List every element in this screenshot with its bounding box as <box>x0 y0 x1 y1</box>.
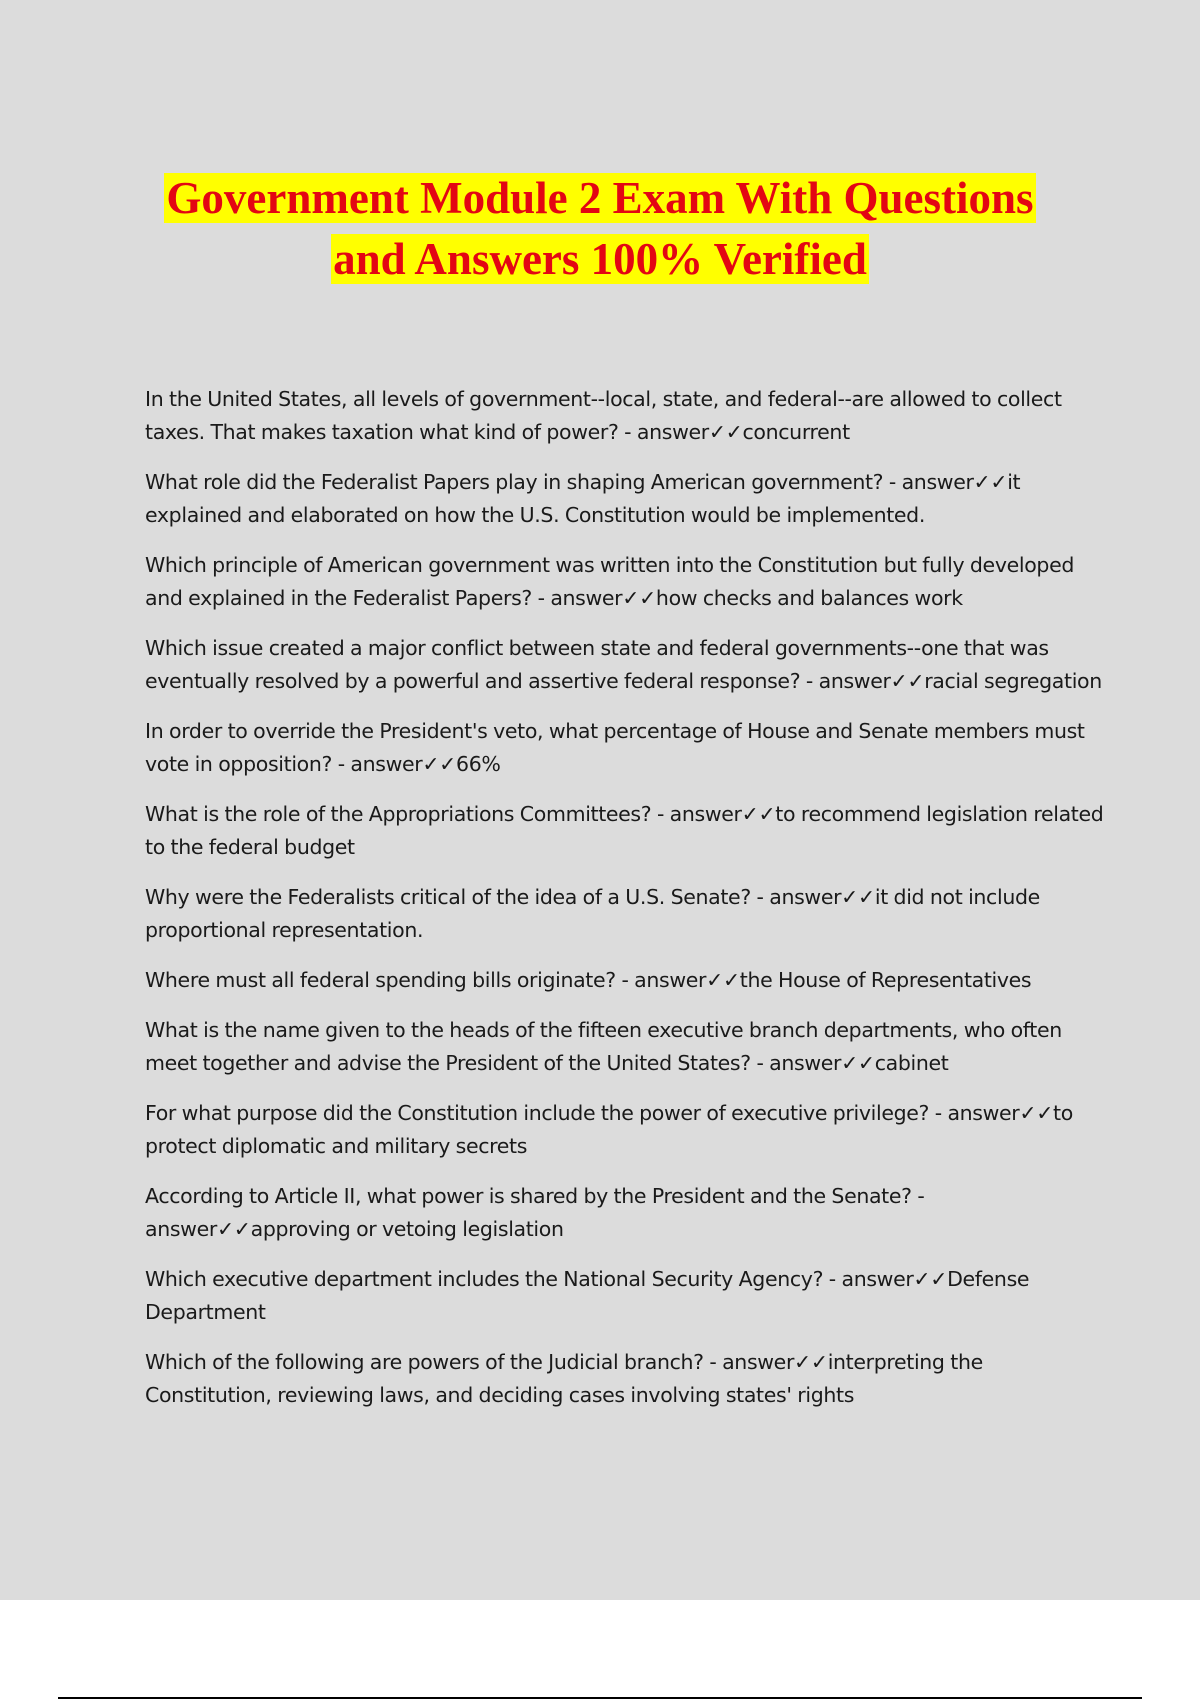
qa-item <box>145 964 1105 997</box>
answer-marker: - answer✓✓ <box>750 885 875 909</box>
answer-text: Defense Department <box>145 1267 1030 1324</box>
answer-text: how checks and balances work <box>655 586 963 610</box>
qa-item <box>145 715 1105 781</box>
qa-item <box>145 1097 1105 1163</box>
question-text: What is the name given to the heads of the fifteen executive branch departments, who often meet together and advise the President of the United States? <box>145 1018 1062 1075</box>
answer-text: concurrent <box>742 420 850 444</box>
question-text: Which of the following are powers of the Judicial branch? <box>145 1350 704 1374</box>
question-text: In the United States, all levels of government--local, state, and federal--are allowed to collect taxes. That makes taxation what kind of power? <box>145 387 1062 444</box>
qa-item <box>145 383 1105 449</box>
answer-marker: - answer✓✓ <box>800 669 925 693</box>
answer-marker: - answer✓✓ <box>618 420 743 444</box>
qa-item <box>145 1014 1105 1080</box>
title-line-1: Government Module 2 Exam With Questions <box>166 173 1034 223</box>
question-text: What role did the Federalist Papers play in shaping American government? <box>145 470 884 494</box>
qa-item <box>145 1180 1105 1246</box>
answer-text: to recommend legislation related to the federal budget <box>145 802 1104 859</box>
question-text: For what purpose did the Constitution include the power of executive privilege? <box>145 1101 930 1125</box>
answer-marker: - answer✓✓ <box>145 1184 925 1241</box>
qa-item <box>145 1346 1105 1412</box>
answer-text: it explained and elaborated on how the U.S. Constitution would be implemented. <box>145 470 1021 527</box>
qa-item <box>145 466 1105 532</box>
footer-divider <box>58 1697 1142 1699</box>
answer-marker: - answer✓✓ <box>531 586 656 610</box>
answer-marker: - answer✓✓ <box>615 968 740 992</box>
question-text: Which issue created a major conflict between state and federal governments--one that was eventually resolved by a powerful and assertive federal response? <box>145 636 1049 693</box>
question-text: What is the role of the Appropriations Committees? <box>145 802 652 826</box>
question-text: According to Article II, what power is shared by the President and the Senate? <box>145 1184 912 1208</box>
question-text: Which principle of American government was written into the Constitution but fully developed and explained in the Federalist Papers? <box>145 553 1074 610</box>
qa-item <box>145 798 1105 864</box>
question-answer-list <box>145 383 1105 1429</box>
title-line-2: and Answers 100% Verified <box>333 234 867 284</box>
answer-text: 66% <box>456 752 501 776</box>
qa-item <box>145 1263 1105 1329</box>
answer-text: the House of Representatives <box>739 968 1032 992</box>
answer-text: cabinet <box>874 1051 949 1075</box>
question-text: Which executive department includes the National Security Agency? <box>145 1267 824 1291</box>
answer-marker: - answer✓✓ <box>651 802 776 826</box>
qa-item <box>145 632 1105 698</box>
qa-item <box>145 881 1105 947</box>
question-text: In order to override the President's veto, what percentage of House and Senate members must vote in opposition? <box>145 719 1085 776</box>
qa-item <box>145 549 1105 615</box>
answer-marker: - answer✓✓ <box>929 1101 1054 1125</box>
question-text: Where must all federal spending bills originate? <box>145 968 616 992</box>
question-text: Why were the Federalists critical of the idea of a U.S. Senate? <box>145 885 751 909</box>
answer-text: approving or vetoing legislation <box>250 1217 564 1241</box>
answer-text: interpreting the Constitution, reviewing laws, and deciding cases involving states' rights <box>145 1350 983 1407</box>
answer-text: to protect diplomatic and military secrets <box>145 1101 1073 1158</box>
answer-marker: - answer✓✓ <box>750 1051 875 1075</box>
answer-text: racial segregation <box>924 669 1102 693</box>
document-title <box>100 168 1100 290</box>
answer-marker: - answer✓✓ <box>823 1267 948 1291</box>
answer-marker: - answer✓✓ <box>703 1350 828 1374</box>
answer-text: it did not include proportional representation. <box>145 885 1040 942</box>
answer-marker: - answer✓✓ <box>332 752 457 776</box>
answer-marker: - answer✓✓ <box>883 470 1008 494</box>
